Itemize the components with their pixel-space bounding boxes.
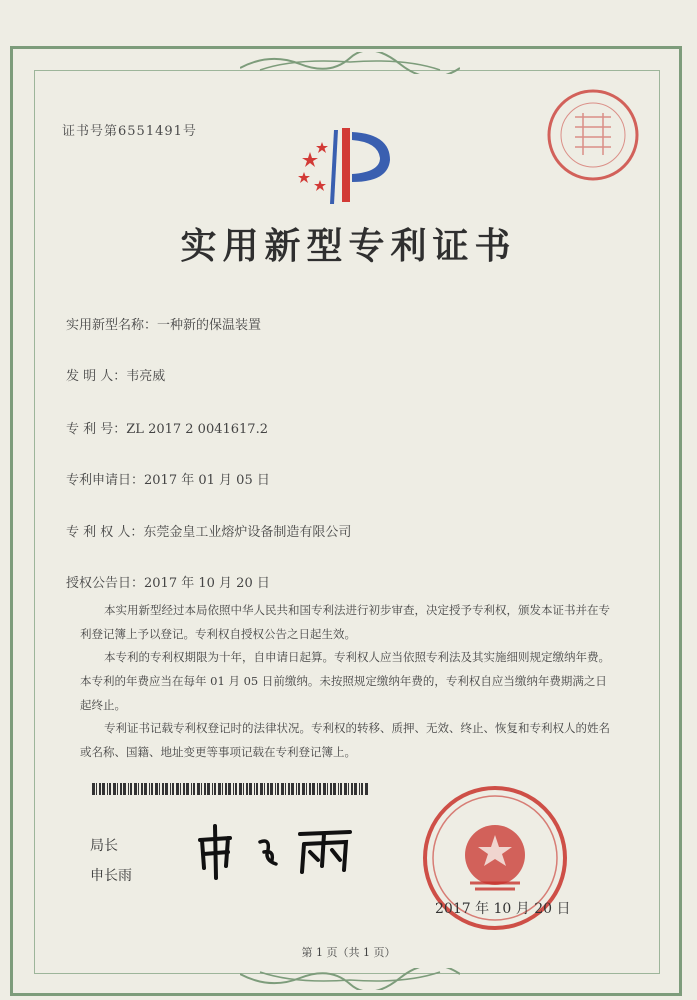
field-utility-model-name <box>66 314 261 333</box>
field-value: 韦亮威 <box>126 369 166 384</box>
field-label: 专 利 号： <box>66 422 127 437</box>
director-name: 申长雨 <box>90 868 132 884</box>
field-value: ZL 2017 2 0041617.2 <box>126 422 268 437</box>
cnipa-logo <box>290 120 400 210</box>
field-value: 2017 年 01 月 05 日 <box>144 473 270 488</box>
field-patentee <box>66 521 351 540</box>
field-value: 一种新的保温装置 <box>157 318 262 333</box>
director-signature <box>190 820 370 880</box>
district-office-stamp <box>545 87 641 183</box>
issue-date: 2017 年 10 月 20 日 <box>435 901 571 917</box>
field-inventor <box>66 365 165 384</box>
field-patent-number <box>66 418 268 437</box>
paragraph-legal-status: 专利证书记载专利权登记时的法律状况。专利权的转移、质押、无效、终止、恢复和专利权人的姓名或名称、国籍、地址变更等事项记载在专利登记簿上。 <box>80 721 610 759</box>
director-title: 局长 <box>90 838 118 854</box>
barcode <box>92 783 368 795</box>
certificate-title: 实用新型专利证书 <box>180 225 517 267</box>
paragraph-grant: 本实用新型经过本局依照中华人民共和国专利法进行初步审查，决定授予专利权，颁发本证书并在专利登记簿上予以登记。专利权自授权公告之日起生效。 <box>80 603 610 641</box>
field-application-date <box>66 469 270 488</box>
top-ornament <box>240 52 460 74</box>
field-label: 专利申请日： <box>66 473 145 488</box>
field-label: 发 明 人： <box>66 369 127 384</box>
field-value: 2017 年 10 月 20 日 <box>144 576 270 591</box>
bottom-ornament <box>240 968 460 990</box>
certificate-number: 证书号第6551491号 <box>62 124 197 139</box>
field-label: 专 利 权 人： <box>66 525 144 540</box>
field-value: 东莞金皇工业熔炉设备制造有限公司 <box>143 525 352 540</box>
field-label: 授权公告日： <box>66 576 145 591</box>
page-number: 第 1 页（共 1 页） <box>301 946 396 959</box>
field-label: 实用新型名称： <box>66 318 158 333</box>
paragraph-term: 本专利的专利权期限为十年，自申请日起算。专利权人应当依照专利法及其实施细则规定缴纳年费。本专利的年费应当在每年 01 月 05 日前缴纳。未按照规定缴纳年费的，专利权自应当缴纳年费期满之日起终止。 <box>80 650 610 712</box>
field-grant-date <box>66 572 270 591</box>
